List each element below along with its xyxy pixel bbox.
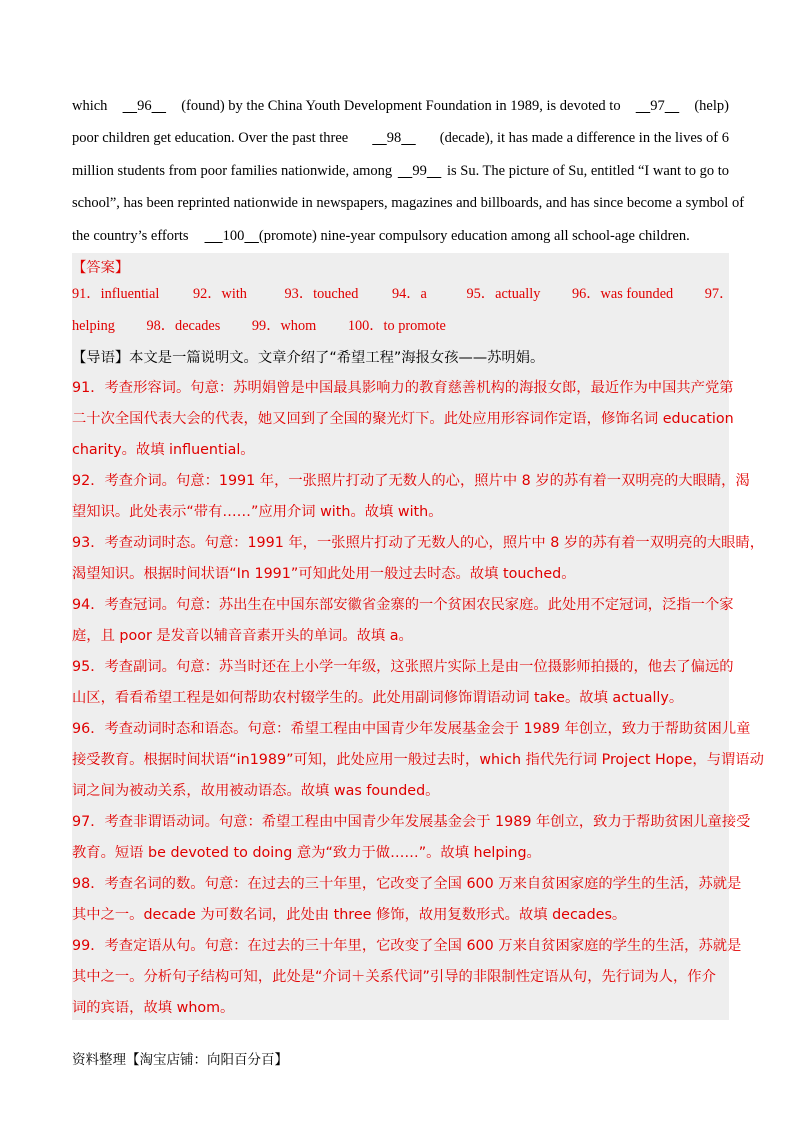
explanation-99-line-3: 词的宾语，故填 whom。: [72, 1000, 235, 1016]
answer-91: 91．influential: [72, 286, 160, 302]
answer-92: 92．with: [192, 286, 247, 302]
answer-99: 99．whom: [251, 318, 317, 334]
blank-96: 96: [137, 98, 152, 114]
explanation-95-line-1: 95．考查副词。句意：苏当时还在上小学一年级，这张照片实际上是由一位摄影师拍摄的，他去了偏远的: [72, 659, 734, 675]
answer-97-number: 97．: [704, 286, 734, 302]
passage-text: (decade), it has made a difference in the lives of 6: [439, 130, 729, 147]
explanation-91-line-1: 91．考查形容词。句意：苏明娟曾是中国最具影响力的教育慈善机构的海报女郎，最近作为中国共产党第: [72, 380, 734, 396]
passage-text: which: [72, 98, 108, 114]
passage: [72, 90, 745, 252]
explanation-97-line-1: 97．考查非谓语动词。句意：希望工程由中国青少年发展基金会于 1989 年创立，致力于帮助贫困儿童接受: [72, 814, 751, 830]
answer-94: 94．a: [391, 286, 427, 302]
blank-98: 98: [386, 130, 402, 147]
explanation-94-line-1: 94．考查冠词。句意：苏出生在中国东部安徽省金寨的一个贫困农民家庭。此处用不定冠词，泛指一个家: [72, 597, 734, 613]
answer-98: 98．decades: [146, 318, 221, 334]
passage-line-5: [72, 220, 729, 252]
passage-line-1: [72, 90, 729, 122]
explanation-93-line-1: 93．考查动词时态。句意：1991 年，一张照片打动了无数人的心，照片中 8 岁的苏有着一双明亮的大眼睛，: [72, 535, 765, 551]
explanation-91-line-2: 二十次全国代表大会的代表，她又回到了全国的聚光灯下。此处应用形容词作定语，修饰名词 education: [72, 411, 734, 427]
passage-text: million students from poor families nationwide, among: [72, 162, 393, 179]
passage-text: is Su. The picture of Su, entitled “I want to go to: [446, 162, 729, 179]
explanation-92-line-2: 望知识。此处表示“带有……”应用介词 with。故填 with。: [72, 504, 443, 520]
blank-97: 97: [650, 98, 665, 114]
explanation-99-line-2: 其中之一。分析句子结构可知，此处是“介词＋关系代词”引导的非限制性定语从句，先行词为人，作介: [72, 969, 716, 985]
explanation-94-line-2: 庭，且 poor 是发音以辅音音素开头的单词。故填 a。: [72, 628, 413, 644]
answer-95: 95．actually: [466, 286, 541, 302]
explanation-93-line-2: 渴望知识。根据时间状语“In 1991”可知此处用一般过去时态。故填 touched。: [72, 566, 576, 582]
footer-note: 资料整理【淘宝店铺：向阳百分百】: [72, 1052, 288, 1068]
passage-text: (promote) nine-year compulsory education among all school-age children.: [258, 227, 690, 244]
explanation-98-line-1: 98．考查名词的数。句意：在过去的三十年里，它改变了全国 600 万来自贫困家庭的学生的生活，苏就是: [72, 876, 742, 892]
explanation-92-line-1: 92．考查介词。句意：1991 年，一张照片打动了无数人的心，照片中 8 岁的苏有着一双明亮的大眼睛，渴: [72, 473, 750, 489]
answer-96: 96．was founded: [571, 286, 674, 302]
explanation-97-line-2: 教育。短语 be devoted to doing 意为“致力于做……”。故填 helping。: [72, 845, 541, 861]
answer-100: 100．to promote: [347, 318, 446, 334]
answer-list-row-1: [72, 283, 733, 305]
passage-line-2: [72, 122, 729, 154]
answer-list-row-2: [72, 315, 446, 337]
blank-99: 99: [412, 162, 427, 179]
answer-93: 93．touched: [284, 286, 359, 302]
passage-text: school”, has been reprinted nationwide in newspapers, magazines and billboards, and has since become a symbol of: [72, 195, 745, 212]
passage-text: poor children get education. Over the past three: [72, 130, 349, 147]
explanation-96-line-2: 接受教育。根据时间状语“in1989”可知，此处应用一般过去时，which 指代先行词 Project Hope，与谓语动: [72, 752, 764, 768]
answer-heading: 【答案】: [72, 260, 130, 276]
passage-text: (help): [694, 98, 729, 114]
explanation-91-line-3: charity。故填 influential。: [72, 442, 255, 458]
blank-100: 100: [222, 227, 245, 244]
passage-text: (found) by the China Youth Development Foundation in 1989, is devoted to: [181, 98, 621, 114]
explanation-98-line-2: 其中之一。decade 为可数名词，此处由 three 修饰，故用复数形式。故填 decades。: [72, 907, 627, 923]
explanation-96-line-1: 96．考查动词时态和语态。句意：希望工程由中国青少年发展基金会于 1989 年创立，致力于帮助贫困儿童: [72, 721, 751, 737]
answer-section: [72, 253, 765, 1020]
explanation-99-line-1: 99．考查定语从句。句意：在过去的三十年里，它改变了全国 600 万来自贫困家庭的学生的生活，苏就是: [72, 938, 742, 954]
passage-line-3: [72, 155, 729, 187]
explanation-96-line-3: 词之间为被动关系，故用被动语态。故填 was founded。: [72, 783, 440, 799]
answer-97: helping: [72, 318, 115, 334]
guide-text: 【导语】本文是一篇说明文。文章介绍了“希望工程”海报女孩——苏明娟。: [72, 350, 545, 366]
passage-text: the country’s efforts: [72, 227, 189, 244]
passage-line-4: [72, 187, 745, 219]
explanation-95-line-2: 山区，看看希望工程是如何帮助农村辍学生的。此处用副词修饰谓语动词 take。故填 actually。: [72, 690, 684, 706]
